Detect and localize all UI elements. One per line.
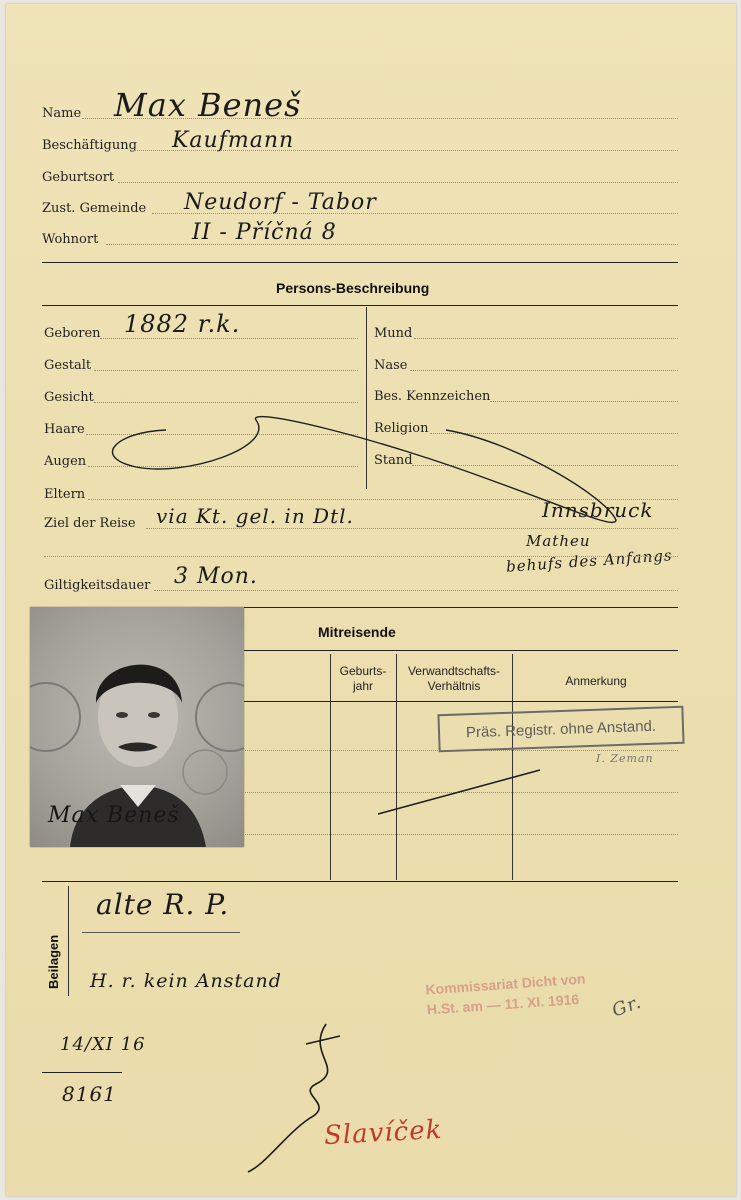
attachments-side-rule: [68, 886, 69, 996]
attachments-line-2: H. r. kein Anstand: [90, 970, 282, 992]
photo-signature: Max Beneš: [48, 803, 180, 828]
red-commissariat-stamp: [425, 968, 588, 1019]
face-label: Gesicht: [44, 390, 94, 405]
destination-value-2: Innsbruck: [542, 498, 654, 522]
marks-label: Bes. Kennzeichen: [374, 389, 491, 404]
date-note: 14/XI 16: [60, 1034, 146, 1055]
name-value: Max Beneš: [114, 86, 302, 124]
municipality-label: Zust. Gemeinde: [42, 201, 147, 216]
nose-label: Nase: [374, 358, 408, 373]
mouth-label: Mund: [374, 326, 413, 341]
destination-note-1: Matheu: [526, 532, 591, 550]
companions-cancel-stroke: [376, 766, 546, 816]
col-birth-year: Geburts- jahr: [339, 664, 387, 693]
red-stamp-line-1: Kommissariat Dicht von: [424, 970, 586, 998]
section-divider-top: [42, 262, 678, 263]
blank-line: [44, 556, 678, 557]
nose-line: [410, 370, 678, 371]
occupation-label: Beschäftigung: [42, 138, 137, 153]
red-signature: Slavíček: [323, 1114, 444, 1152]
born-value: 1882 r.k.: [124, 310, 241, 338]
parents-label: Eltern: [44, 487, 86, 502]
municipality-value: Neudorf - Tabor: [184, 190, 377, 215]
passport-form-sheet: [6, 4, 736, 1196]
col-remark: Anmerkung: [565, 674, 627, 688]
validity-line: [154, 590, 678, 591]
religion-label: Religion: [374, 421, 429, 436]
validity-value: 3 Mon.: [174, 564, 258, 589]
face-line: [94, 402, 358, 403]
col-relation: Verwandtschafts- Verhältnis: [407, 664, 501, 693]
registry-stamp: Präs. Registr. ohne Anstand.: [437, 706, 684, 753]
occupation-value: Kaufmann: [172, 128, 295, 153]
attachments-line-1: alte R. P.: [96, 888, 230, 921]
red-stamp-line-2: H.St. am — 11. XI. 1916: [426, 990, 580, 1018]
eyes-label: Augen: [44, 454, 87, 469]
born-line: [100, 338, 358, 339]
description-heading: Persons-Beschreibung: [276, 280, 430, 296]
date-underline: [42, 1072, 122, 1073]
birthplace-label: Geburtsort: [42, 170, 115, 185]
passport-photo: [30, 607, 244, 847]
companions-row-3: [236, 834, 678, 835]
attachments-label: Beilagen: [46, 934, 61, 989]
companions-col-divider-1: [330, 654, 331, 880]
number-note: 8161: [62, 1082, 117, 1106]
born-label: Geboren: [44, 326, 101, 341]
attachments-underline: [82, 932, 240, 933]
name-label: Name: [42, 106, 82, 121]
destination-label: Ziel der Reise: [44, 516, 136, 531]
stamp-signature: Gr.: [609, 991, 645, 1022]
cancellation-stroke: [96, 412, 706, 542]
residence-label: Wohnort: [42, 232, 99, 247]
birthplace-line: [118, 182, 678, 183]
residence-value: II - Příčná 8: [192, 220, 337, 245]
status-label: Stand: [374, 453, 413, 468]
mouth-line: [414, 338, 678, 339]
hair-label: Haare: [44, 422, 85, 437]
stamp-initials: I. Zeman: [596, 752, 654, 765]
stature-line: [94, 370, 358, 371]
marks-line: [490, 401, 678, 402]
stature-label: Gestalt: [44, 358, 92, 373]
destination-note-2: behufs des Anfangs: [505, 546, 674, 576]
companions-header-top: [236, 650, 678, 651]
companions-header-bottom: [236, 701, 678, 702]
companions-heading: Mitreisende: [318, 624, 396, 640]
section-divider-description: [42, 305, 678, 306]
section-divider-attachments: [42, 881, 678, 882]
destination-value: via Kt. gel. in Dtl.: [156, 504, 354, 528]
validity-label: Giltigkeitsdauer: [44, 578, 151, 593]
